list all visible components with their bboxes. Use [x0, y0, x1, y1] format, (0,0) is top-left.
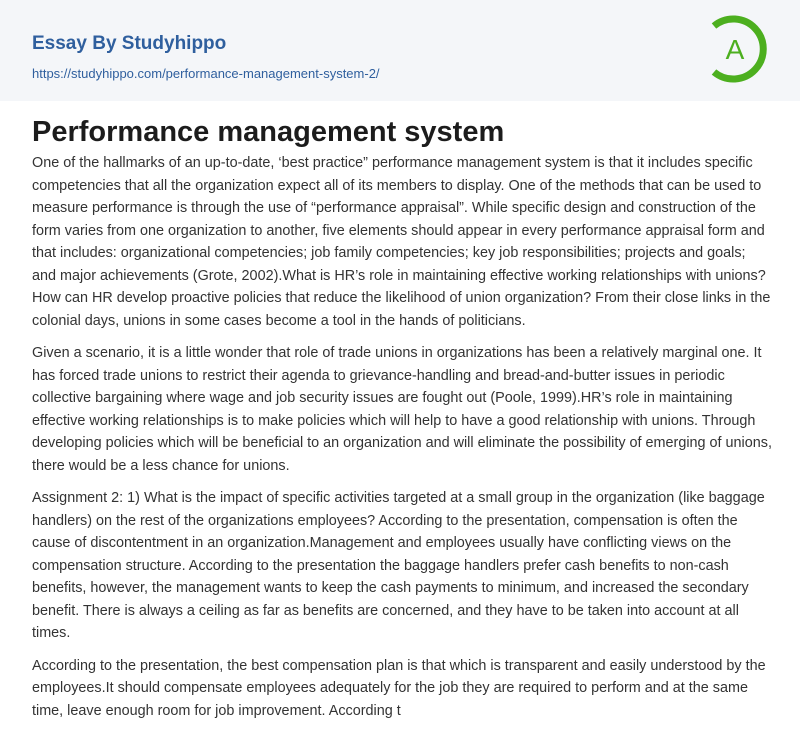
page-title: Performance management system	[32, 116, 505, 148]
paragraph: According to the presentation, the best compensation plan is that which is transparent and easily understood by the employees.It should compensate employees adequately for the job they are required to perform and at the same time, leave enough room for job improvement. According t	[32, 657, 766, 719]
studyhippo-logo-icon	[700, 14, 770, 84]
paragraph: One of the hallmarks of an up-to-date, ‘best practice” performance management system is that it includes specific competencies that all the organization expect all of its members to display. One of the methods that can be used to measure performance is through the use of “performance appraisal”. While specific design and construction of the form varies from one organization to another, five elements should appear in every performance appraisal form and that includes: organizational competencies; job family competencies; key job responsibilities; projects and goals; and major achievements (Grote, 2002).What is HR’s role in maintaining effective working relationships with unions? How can HR develop proactive policies that reduce the likelihood of union organization? From their close links in the colonial days, unions in some cases become a tool in the hands of politicians.	[32, 155, 771, 329]
article-body	[32, 152, 772, 732]
brand-title: Essay By Studyhippo	[32, 33, 227, 54]
paragraph: Assignment 2: 1) What is the impact of specific activities targeted at a small group in the organization (like baggage handlers) on the rest of the organizations employees? According to the presentation, compensation is often the cause of discontentment in an organization.Management and employees usually have conflicting views on the compensation structure. According to the presentation the baggage handlers prefer cash benefits to non-cash benefits, however, the management wants to keep the cash payments to minimum, and increased the secondary benefit. There is always a ceiling as far as benefits are concerned, and they have to be taken into account at all times.	[32, 490, 765, 641]
source-url-link[interactable]: https://studyhippo.com/performance-management-system-2/	[32, 66, 380, 81]
svg-text:A: A	[725, 34, 745, 65]
paragraph: Given a scenario, it is a little wonder that role of trade unions in organizations has been a relatively marginal one. It has forced trade unions to restrict their agenda to grievance-handling and bread-and-butter issues in periodic collective bargaining where wage and job security issues are fought out (Poole, 1999).HR’s role in maintaining effective working relationships is to make policies which will help to have a good relationship with unions. Through developing policies which will be beneficial to an organization and will eliminate the possibility of emerging of unions, there would be a less chance for unions.	[32, 345, 772, 474]
